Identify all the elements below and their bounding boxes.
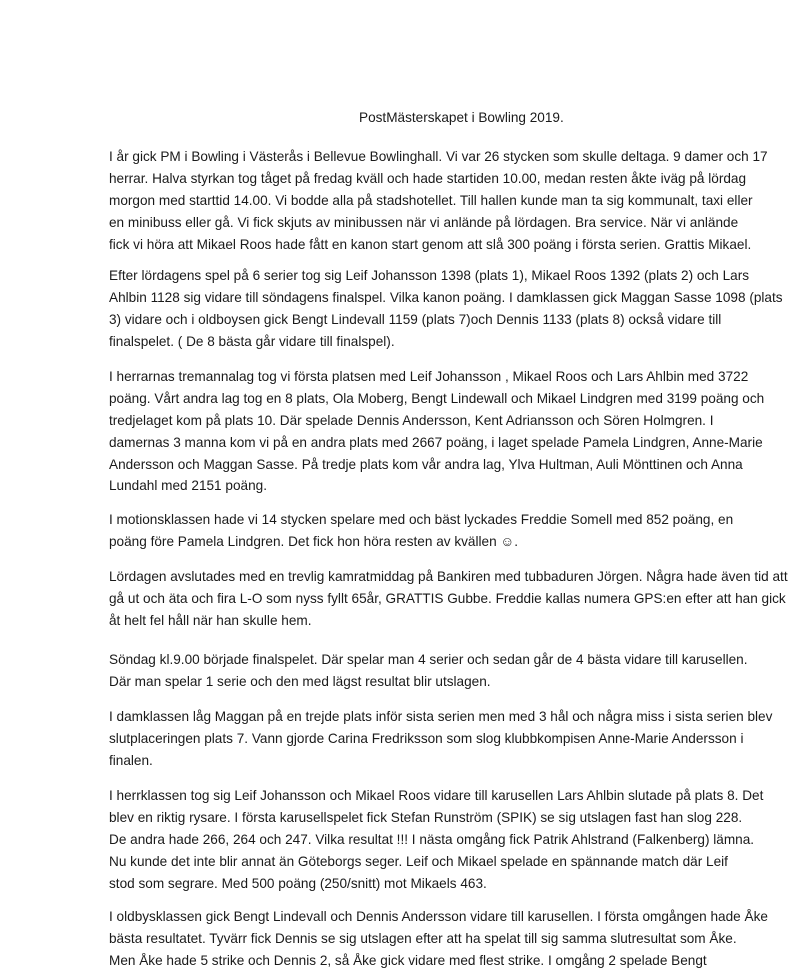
text-line: damernas 3 manna kom vi på en andra plats med 2667 poäng, i laget spelade Pamela Lindgren, Anne-Marie (109, 434, 763, 450)
text-line: blev en riktig rysare. I första karusellspelet fick Stefan Runström (SPIK) se sig utslagen fast han slog 228. (109, 809, 743, 825)
text-line: I damklassen låg Maggan på en trejde plats inför sista serien men med 3 hål och några miss i sista serien blev (109, 709, 773, 724)
text-line: herrar. Halva styrkan tog tåget på fredag kväll och hade startiden 10.00, medan resten åkte iväg på lördag (109, 170, 747, 186)
paragraph-oldboys-class (109, 906, 768, 972)
text-line: Lundahl med 2151 poäng. (109, 478, 267, 494)
text-line: poäng före Pamela Lindgren. Det fick hon höra resten av kvällen ☺. (109, 533, 519, 549)
text-line: fick vi höra att Mikael Roos hade fått en kanon start genom att slå 300 poäng i första serien. Grattis Mikael. (109, 236, 752, 252)
paragraph-mens-class (109, 785, 763, 894)
paragraph-team-results (109, 366, 764, 497)
text-line: I motionsklassen hade vi 14 stycken spelare med och bäst lyckades Freddie Somell med 852 poäng, en (109, 512, 734, 527)
text-line: gå ut och äta och fira L-O som nyss fyllt 65år, GRATTIS Gubbe. Freddie kallas numera GPS:en efter att han gick (109, 590, 786, 606)
text-line: De andra hade 266, 264 och 247. Vilka resultat !!! I nästa omgång fick Patrik Ahlstrand (Falkenberg) lämna. (109, 831, 755, 847)
text-line: Lördagen avslutades med en trevlig kamratmiddag på Bankiren med tubbaduren Jörgen. Några hade även tid att (109, 569, 788, 584)
text-line: finalen. (109, 752, 153, 768)
text-line: morgon med starttid 14.00. Vi bodde alla på stadshotellet. Till hallen kunde man ta sig kommunalt, taxi eller (109, 192, 753, 208)
text-line: Där man spelar 1 serie och den med lägst resultat blir utslagen. (109, 673, 491, 689)
paragraph-saturday-results (109, 265, 783, 353)
text-line: en minibuss eller gå. Vi fick skjuts av minibussen när vi anlände på lördagen. Bra service. När vi anlände (109, 214, 739, 230)
paragraph-sunday (109, 649, 748, 693)
text-line: tredjelaget kom på plats 10. Där spelade Dennis Andersson, Kent Adriansson och Sören Holmgren. I (109, 412, 714, 428)
text-line: Söndag kl.9.00 började finalspelet. Där spelar man 4 serier och sedan går de 4 bästa vidare till karusellen. (109, 652, 748, 667)
text-line: I år gick PM i Bowling i Västerås i Bellevue Bowlinghall. Vi var 26 stycken som skulle deltaga. 9 damer och 17 (109, 149, 768, 164)
document-title: PostMästerskapet i Bowling 2019. (359, 110, 564, 125)
text-line: Nu kunde det inte blir annat än Göteborgs seger. Leif och Mikael spelade en spännande match där Leif (109, 853, 728, 869)
paragraph-ladies-class (109, 706, 772, 772)
text-line: Efter lördagens spel på 6 serier tog sig Leif Johansson 1398 (plats 1), Mikael Roos 1392 (plats 2) och Lars (109, 268, 750, 283)
text-line: Ahlbin 1128 sig vidare till söndagens finalspel. Vilka kanon poäng. I damklassen gick Maggan Sasse 1098 (plats (109, 289, 783, 305)
text-line: I herrklassen tog sig Leif Johansson och Mikael Roos vidare till karusellen Lars Ahlbin slutade på plats 8. Det (109, 788, 764, 803)
text-line: åt helt fel håll när han skulle hem. (109, 612, 312, 628)
text-line: Andersson och Maggan Sasse. På tredje plats kom vår andra lag, Ylva Hultman, Auli Mönttinen och Anna (109, 456, 743, 472)
paragraph-dinner (109, 566, 788, 632)
text-line: 3) vidare och i oldboysen gick Bengt Lindevall 1159 (plats 7)och Dennis 1133 (plats 8) också vidare till (109, 311, 722, 327)
text-line: slutplaceringen plats 7. Vann gjorde Carina Fredriksson som slog klubbkompisen Anne-Marie Andersson i (109, 730, 744, 746)
text-line: Men Åke hade 5 strike och Dennis 2, så Åke gick vidare med flest strike. I omgång 2 spelade Bengt (109, 952, 707, 968)
text-line: poäng. Vårt andra lag tog en 8 plats, Ola Moberg, Bengt Lindewall och Mikael Lindgren med 3199 poäng och (109, 390, 765, 406)
text-line: I herrarnas tremannalag tog vi första platsen med Leif Johansson , Mikael Roos och Lars Ahlbin med 3722 (109, 369, 749, 384)
text-line: bästa resultatet. Tyvärr fick Dennis se sig utslagen efter att ha spelat till sig samma slutresultat som Åke. (109, 930, 737, 946)
text-line: finalspelet. ( De 8 bästa går vidare till finalspel). (109, 333, 395, 349)
paragraph-intro (109, 146, 768, 255)
text-line: stod som segrare. Med 500 poäng (250/snitt) mot Mikaels 463. (109, 875, 487, 891)
paragraph-motion-class (109, 509, 733, 553)
text-line: I oldbysklassen gick Bengt Lindevall och Dennis Andersson vidare till karusellen. I första omgången hade Åke (109, 909, 768, 924)
